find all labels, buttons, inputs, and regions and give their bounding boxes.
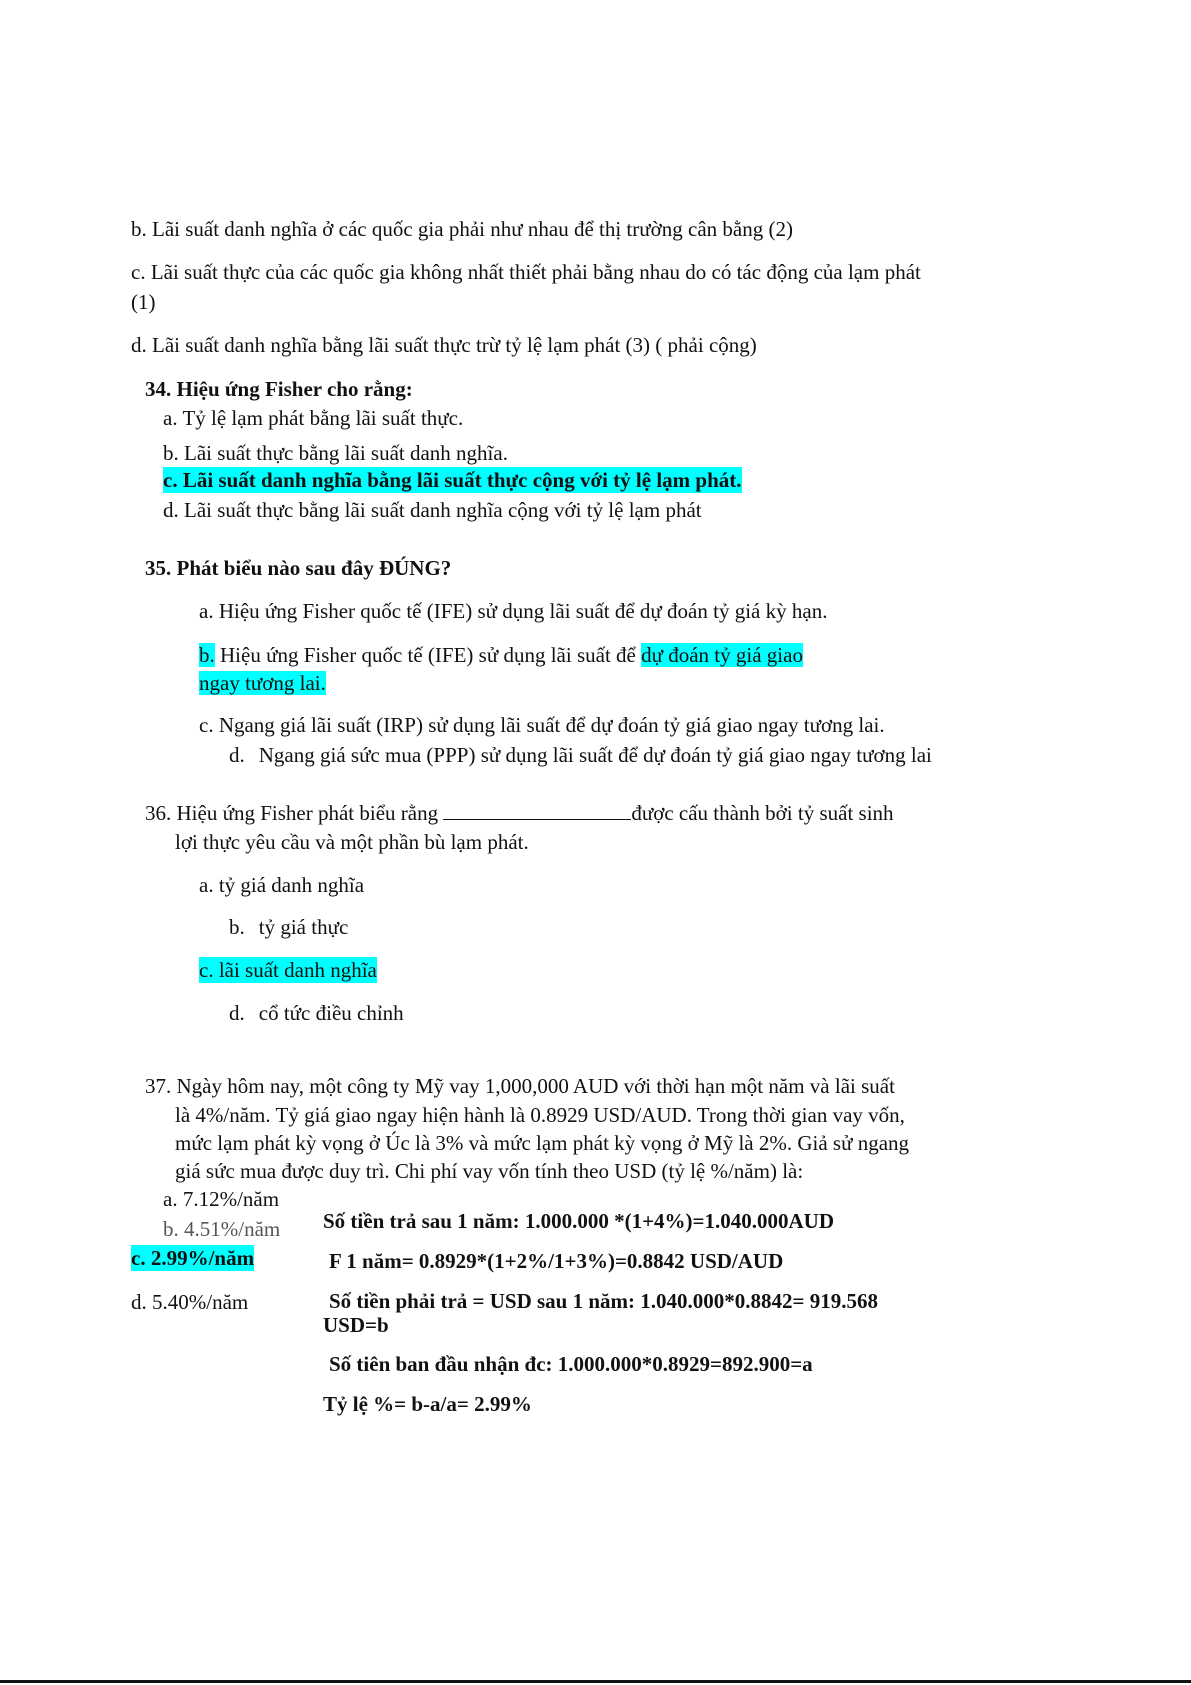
page-bottom-rule — [0, 1680, 1191, 1683]
q35-option-b-line2 — [199, 670, 326, 696]
prev-option-d: d. Lãi suất danh nghĩa bằng lãi suất thực trừ tỷ lệ lạm phát (3) ( phải cộng) — [131, 333, 757, 357]
q37-option-d: d. 5.40%/năm — [131, 1290, 249, 1314]
q34-option-a: a. Tỷ lệ lạm phát bằng lãi suất thực. — [163, 406, 464, 430]
q35-option-c: c. Ngang giá lãi suất (IRP) sử dụng lãi suất để dự đoán tỷ giá giao ngay tương lai. — [199, 713, 885, 737]
q36-title-pre: 36. Hiệu ứng Fisher phát biểu rằng — [145, 801, 444, 825]
question-35-title: 35. Phát biểu nào sau đây ĐÚNG? — [145, 556, 452, 580]
q34-option-c-answer: c. Lãi suất danh nghĩa bằng lãi suất thực cộng với tỷ lệ lạm phát. — [163, 468, 742, 492]
question-37-line2: là 4%/năm. Tỷ giá giao ngay hiện hành là 0.8929 USD/AUD. Trong thời gian vay vốn, — [175, 1103, 905, 1127]
q35-option-b-prefix: b. — [199, 643, 215, 667]
prev-option-c-line1: c. Lãi suất thực của các quốc gia không nhất thiết phải bằng nhau do có tác động của lạm phát — [131, 260, 921, 284]
q36-option-d-label: d. — [229, 1001, 245, 1025]
q37-option-b: b. 4.51%/năm — [163, 1217, 281, 1241]
question-37-line4: giá sức mua được duy trì. Chi phí vay vốn tính theo USD (tỷ lệ %/năm) là: — [175, 1159, 804, 1183]
q36-option-d — [229, 1000, 404, 1026]
calc-line-rate-result: Tỷ lệ %= b-a/a= 2.99% — [323, 1392, 532, 1416]
question-34-title: 34. Hiệu ứng Fisher cho rằng: — [145, 377, 413, 401]
calc-line-initial-amount: Số tiên ban đầu nhận đc: 1.000.000*0.8929=892.900=a — [329, 1352, 813, 1376]
question-37-line3: mức lạm phát kỳ vọng ở Úc là 3% và mức lạm phát kỳ vọng ở Mỹ là 2%. Giả sử ngang — [175, 1131, 910, 1155]
q35-option-b-line1 — [199, 642, 803, 668]
q36-title-post: được cấu thành bởi tỷ suất sinh — [631, 801, 894, 825]
q37-option-a: a. 7.12%/năm — [163, 1187, 280, 1211]
q36-option-b — [229, 914, 348, 940]
q37-option-c-answer: c. 2.99%/năm — [131, 1246, 255, 1270]
q36-option-c-answer: c. lãi suất danh nghĩa — [199, 958, 377, 982]
q35-option-d-text: Ngang giá sức mua (PPP) sử dụng lãi suất để dự đoán tỷ giá giao ngay tương lai — [258, 743, 932, 767]
q35-option-b-line2-highlight: ngay tương lai. — [199, 671, 326, 695]
q36-option-a: a. tỷ giá danh nghĩa — [199, 873, 365, 897]
calc-line-forward-rate: F 1 năm= 0.8929*(1+2%/1+3%)=0.8842 USD/AUD — [329, 1249, 784, 1273]
q35-option-b-highlight: dự đoán tỷ giá giao — [641, 643, 803, 667]
calc-line-usd-payment: Số tiền phải trả = USD sau 1 năm: 1.040.000*0.8842= 919.568 — [329, 1289, 878, 1313]
question-36-title-line1 — [145, 800, 894, 826]
q34-option-d: d. Lãi suất thực bằng lãi suất danh nghĩa cộng với tỷ lệ lạm phát — [163, 498, 702, 522]
question-37-line1: 37. Ngày hôm nay, một công ty Mỹ vay 1,000,000 AUD với thời hạn một năm và lãi suất — [145, 1074, 895, 1098]
prev-option-b: b. Lãi suất danh nghĩa ở các quốc gia phải như nhau để thị trường cân bằng (2) — [131, 217, 793, 241]
calc-line-amount-due: Số tiền trả sau 1 năm: 1.000.000 *(1+4%)=1.040.000AUD — [323, 1209, 835, 1233]
q36-option-b-label: b. — [229, 915, 245, 939]
q36-option-d-text: cổ tức điều chỉnh — [258, 1001, 404, 1025]
q36-option-b-text: tỷ giá thực — [258, 915, 349, 939]
question-36-title-line2: lợi thực yêu cầu và một phần bù lạm phát. — [175, 830, 529, 854]
prev-option-c-line2: (1) — [131, 290, 156, 314]
q35-option-d-label: d. — [229, 743, 245, 767]
q35-option-a: a. Hiệu ứng Fisher quốc tế (IFE) sử dụng lãi suất để dự đoán tỷ giá kỳ hạn. — [199, 599, 828, 623]
q34-option-b: b. Lãi suất thực bằng lãi suất danh nghĩa. — [163, 441, 508, 465]
q35-option-d — [229, 742, 932, 768]
calc-line-usd-payment-cont: USD=b — [323, 1313, 389, 1337]
q35-option-b-text: Hiệu ứng Fisher quốc tế (IFE) sử dụng lãi suất để — [214, 643, 642, 667]
q36-fill-blank — [443, 801, 631, 820]
